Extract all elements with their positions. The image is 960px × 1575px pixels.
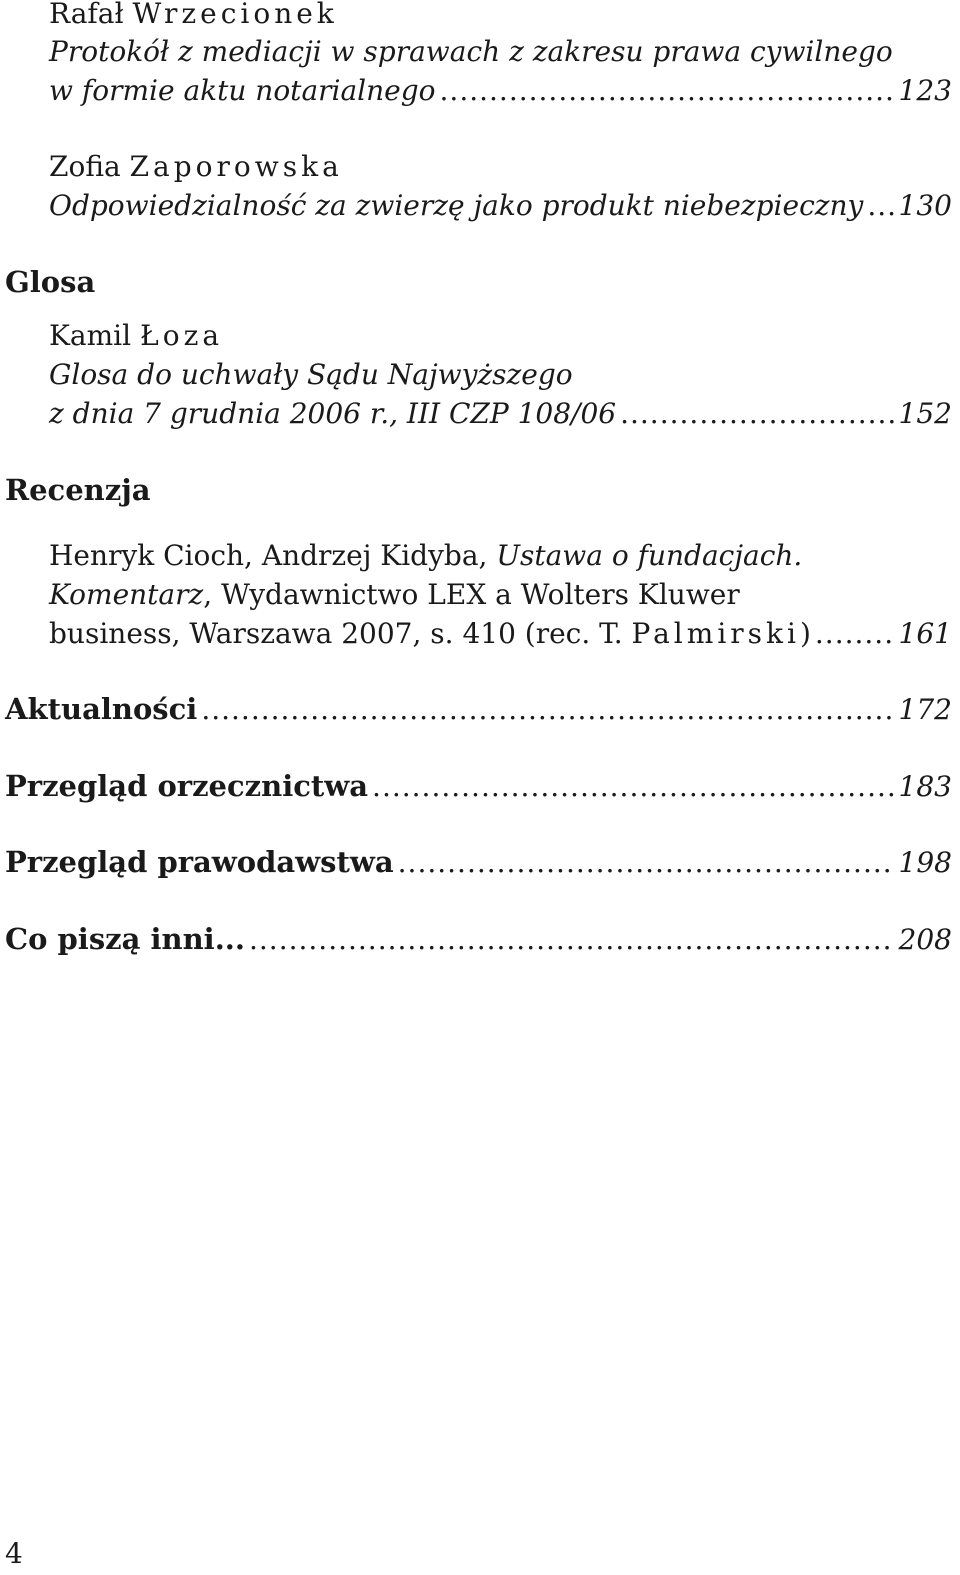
author-first-name: Zofia [49, 150, 121, 183]
review-authors: Henryk Cioch, Andrzej Kidyba, [49, 539, 488, 572]
entry-title-line: Protokół z mediacji w sprawach z zakresu prawa cywilnego [49, 35, 893, 68]
entry-author [49, 0, 952, 33]
page-ref: 123 [898, 74, 952, 107]
author-first-name: Rafał [49, 0, 124, 30]
toc-section-przeglad-prawodawstwa[interactable] [5, 843, 952, 881]
entry-author [49, 317, 952, 355]
dot-leader [620, 395, 894, 433]
review-details: business, Warszawa 2007, s. 410 (rec. T. Palmirski) [49, 617, 811, 650]
page-number: 4 [5, 1537, 23, 1570]
dot-leader [398, 844, 895, 882]
page-ref: 152 [898, 397, 952, 430]
toc-section-przeglad-orzecznictwa[interactable] [5, 767, 952, 805]
entry-title-line: z dnia 7 grudnia 2006 r., III CZP 108/06 [49, 397, 617, 430]
section-heading: Glosa [5, 265, 96, 299]
entry-title-line: Odpowiedzialność za zwierzę jako produkt niebezpieczny [49, 189, 864, 222]
entry-title-line: w formie aktu notarialnego [49, 74, 436, 107]
section-title: Co piszą inni... [5, 922, 245, 956]
reviewer-name: Palmirski [631, 617, 800, 650]
review-line [49, 537, 952, 575]
dot-leader [249, 921, 895, 959]
review-book-subtitle: Komentarz [49, 578, 204, 611]
dot-leader [440, 72, 895, 110]
dot-leader [372, 768, 895, 806]
toc-section-aktualnosci[interactable] [5, 690, 952, 728]
dot-leader [815, 615, 895, 653]
toc-entry-line[interactable] [49, 395, 952, 433]
author-last-name: Zaporowska [129, 150, 343, 183]
review-book-title: Ustawa o fundacjach. [496, 539, 803, 572]
toc-entry-line[interactable] [49, 615, 952, 653]
section-title: Aktualności [5, 692, 198, 726]
page-ref: 198 [898, 846, 952, 879]
entry-author [49, 148, 952, 186]
toc-entry-line[interactable] [49, 187, 952, 225]
dot-leader [201, 691, 894, 729]
section-title: Przegląd orzecznictwa [5, 769, 369, 803]
author-last-name: Wrzecionek [132, 0, 338, 30]
entry-title-line: Glosa do uchwały Sądu Najwyższego [49, 358, 573, 391]
page-ref: 183 [898, 770, 952, 803]
review-publisher: , Wydawnictwo LEX a Wolters Kluwer [203, 578, 740, 611]
page-ref: 208 [898, 923, 952, 956]
dot-leader [867, 187, 894, 225]
section-heading: Recenzja [5, 473, 151, 507]
section-title: Przegląd prawodawstwa [5, 845, 394, 879]
toc-section-co-pisza-inni[interactable] [5, 920, 952, 958]
review-line [49, 576, 952, 614]
author-first-name: Kamil [49, 319, 132, 352]
author-last-name: Łoza [139, 319, 224, 352]
page-ref: 172 [898, 693, 952, 726]
toc-entry-line[interactable] [49, 72, 952, 110]
page-ref: 161 [898, 617, 952, 650]
page-ref: 130 [898, 189, 952, 222]
